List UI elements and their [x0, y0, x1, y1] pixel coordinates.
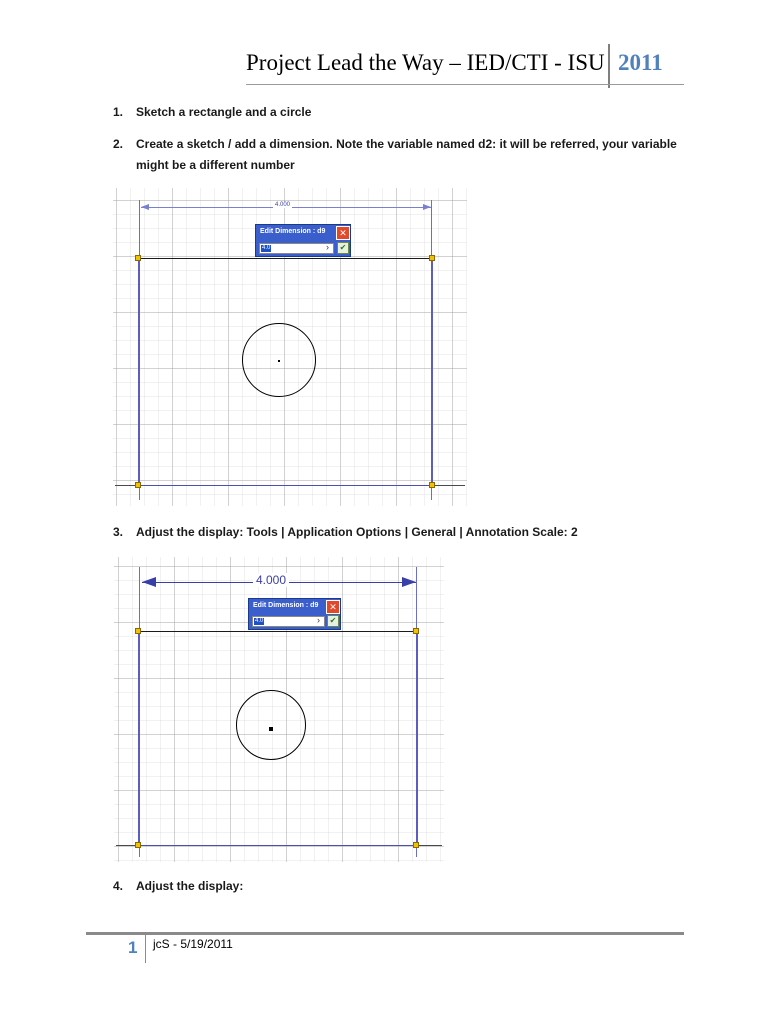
close-icon[interactable]: ✕ [326, 600, 340, 614]
header-title: Project Lead the Way – IED/CTI - ISU [246, 50, 605, 75]
circle-center-point[interactable] [269, 727, 273, 731]
dimension-arrow-right-icon [423, 204, 431, 210]
header-year: 2011 [618, 50, 663, 75]
step-text: Create a sketch / add a dimension. Note the variable named d2: it will be referred, your variable might be a different number [136, 137, 677, 172]
step-text: Sketch a rectangle and a circle [136, 105, 312, 119]
header-divider [608, 44, 610, 88]
dimension-arrow-right-icon [402, 577, 416, 587]
step-text: Adjust the display: Tools | Application Options | General | Annotation Scale: 2 [136, 525, 578, 539]
dialog-title: Edit Dimension : d9 [260, 228, 326, 235]
selected-value: 4.0 [255, 618, 264, 624]
sketch-figure-2 [114, 557, 444, 862]
corner-handle[interactable] [135, 482, 141, 488]
edit-dimension-dialog[interactable] [248, 598, 341, 630]
step-number: 3. [113, 525, 124, 539]
step-number: 4. [113, 879, 124, 893]
step-number: 1. [113, 105, 124, 119]
sketch-circle[interactable] [236, 690, 306, 760]
corner-handle[interactable] [135, 842, 141, 848]
corner-handle[interactable] [135, 255, 141, 261]
corner-handle[interactable] [429, 255, 435, 261]
dimension-value[interactable]: 4.000 [253, 573, 289, 587]
corner-handle[interactable] [429, 482, 435, 488]
arrow-right-icon[interactable]: › [317, 615, 320, 625]
header-rule [246, 84, 684, 85]
corner-handle[interactable] [413, 842, 419, 848]
footer-divider [145, 935, 146, 963]
confirm-check-icon[interactable]: ✔ [337, 242, 349, 254]
sketch-figure-1 [113, 188, 467, 506]
selected-value: 4.0 [262, 245, 271, 251]
footer-rule [86, 932, 684, 935]
dimension-value[interactable]: 4.000 [275, 202, 291, 208]
edit-dimension-dialog[interactable] [255, 224, 351, 257]
footer-author-date: jcS - 5/19/2011 [153, 937, 233, 951]
dimension-value-input[interactable] [252, 616, 325, 627]
step-number: 2. [113, 137, 124, 151]
circle-center-point[interactable] [278, 360, 280, 362]
close-icon[interactable]: ✕ [336, 226, 350, 240]
step-text: Adjust the display: [136, 879, 244, 893]
confirm-check-icon[interactable]: ✔ [327, 615, 339, 627]
page-number: 1 [128, 938, 138, 957]
dimension-arrow-left-icon [142, 577, 156, 587]
arrow-right-icon[interactable]: › [326, 242, 329, 252]
dimension-value-input[interactable] [259, 243, 334, 254]
dialog-title: Edit Dimension : d9 [253, 602, 319, 609]
corner-handle[interactable] [413, 628, 419, 634]
corner-handle[interactable] [135, 628, 141, 634]
dimension-arrow-left-icon [141, 204, 149, 210]
